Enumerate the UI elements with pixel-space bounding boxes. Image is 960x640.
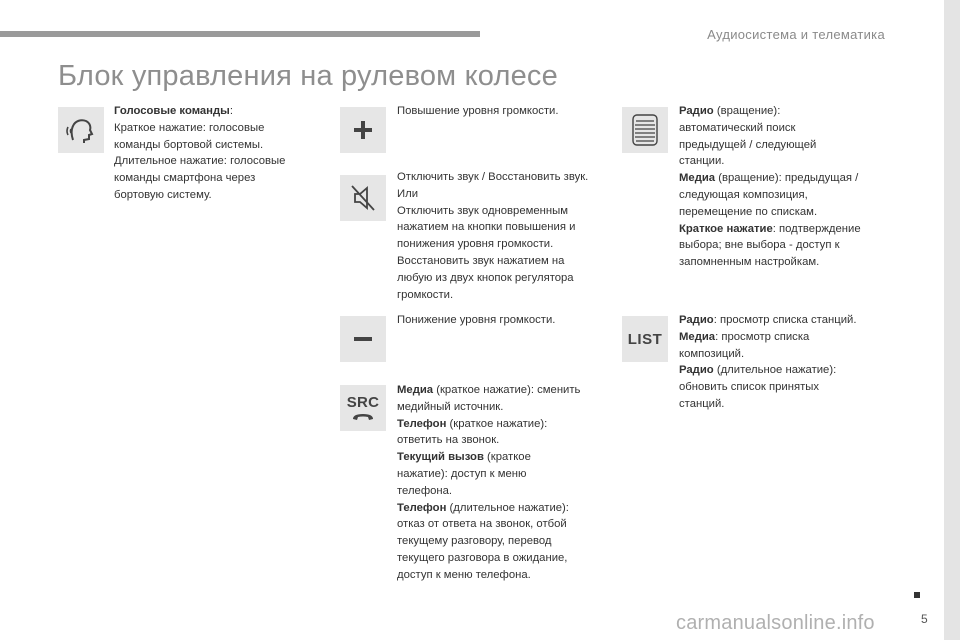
thumbwheel-icon xyxy=(630,113,660,147)
list-line: обновить список принятых xyxy=(679,381,820,394)
mute-icon xyxy=(346,181,380,215)
mute-line: Отключить звук одновременным xyxy=(397,204,569,217)
wheel-line: перемещение по спискам. xyxy=(679,205,818,218)
list-line: станций. xyxy=(679,397,725,410)
list-description xyxy=(679,312,899,413)
page-title: Блок управления на рулевом колесе xyxy=(58,60,558,92)
mute-line: Восстановить звук нажатием на xyxy=(397,254,565,267)
src-block-label: Телефон xyxy=(397,417,447,430)
mute-line: громкости. xyxy=(397,288,454,301)
wheel-line: : подтверждение xyxy=(772,222,861,235)
src-line: (длительное нажатие): xyxy=(446,501,569,514)
voice-command-description xyxy=(114,103,314,204)
wheel-line: следующая композиция, xyxy=(679,188,808,201)
voice-line: команды бортовой системы. xyxy=(114,138,264,151)
src-line: (краткое нажатие): сменить xyxy=(433,384,581,396)
wheel-line: автоматический поиск xyxy=(679,121,796,134)
voice-line: Краткое нажатие: голосовые xyxy=(114,121,265,134)
src-description xyxy=(397,382,612,584)
minus-icon xyxy=(352,328,374,350)
list-button-illustration xyxy=(622,316,668,362)
mute-line: понижения уровня громкости. xyxy=(397,238,554,251)
src-line: (краткое xyxy=(483,451,531,464)
page-number: 5 xyxy=(921,612,928,626)
mute-description xyxy=(397,169,612,303)
wheel-line: выбора; вне выбора - доступ к xyxy=(679,239,840,252)
volume-up-description xyxy=(397,103,607,120)
list-line: : просмотр списка xyxy=(715,330,810,343)
section-title: Аудиосистема и телематика xyxy=(707,27,885,42)
list-block-label: Радио xyxy=(679,364,714,377)
volume-down-button-illustration xyxy=(340,316,386,362)
volume-down-description xyxy=(397,312,607,329)
wheel-block-label: Медиа xyxy=(679,172,716,185)
src-line: телефона. xyxy=(397,484,453,497)
src-line: доступ к меню телефона. xyxy=(397,568,531,581)
src-line: (краткое нажатие): xyxy=(446,417,548,430)
src-block-label: Телефон xyxy=(397,501,447,514)
voice-command-button-illustration xyxy=(58,107,104,153)
list-line: : просмотр списка станций. xyxy=(713,314,857,326)
voice-line: команды смартфона через xyxy=(114,172,256,185)
list-label: LIST xyxy=(627,330,663,348)
voice-line: Длительное нажатие: голосовые xyxy=(114,155,286,168)
src-button-illustration xyxy=(340,385,386,431)
page-marker xyxy=(914,592,920,598)
list-line: композиций. xyxy=(679,347,745,360)
wheel-line: (вращение): xyxy=(713,105,781,117)
page-edge-strip xyxy=(944,0,960,640)
wheel-block-label: Радио xyxy=(679,105,714,117)
watermark: carmanualsonline.info xyxy=(676,612,875,634)
mute-line: Или xyxy=(397,187,419,200)
src-block-label: Медиа xyxy=(397,384,434,396)
volume-up-line: Повышение уровня громкости. xyxy=(397,105,559,117)
wheel-line: станции. xyxy=(679,155,725,168)
src-label: SRC xyxy=(346,393,380,411)
plus-icon xyxy=(352,119,374,141)
volume-down-line: Понижение уровня громкости. xyxy=(397,314,556,326)
mute-line: любую из двух кнопок регулятора xyxy=(397,271,574,284)
list-block-label: Медиа xyxy=(679,330,716,343)
voice-line: бортовую систему. xyxy=(114,188,212,201)
voice-label-tail: : xyxy=(229,105,233,117)
wheel-line: (вращение): предыдущая / xyxy=(715,172,859,185)
thumbwheel-description xyxy=(679,103,899,271)
wheel-line: запомненным настройкам. xyxy=(679,256,820,269)
src-line: ответить на звонок. xyxy=(397,434,500,447)
thumbwheel-illustration xyxy=(622,107,668,153)
volume-up-button-illustration xyxy=(340,107,386,153)
voice-label: Голосовые команды xyxy=(114,105,230,117)
src-line: текущему разговору, перевод xyxy=(397,535,552,548)
mute-button-illustration xyxy=(340,175,386,221)
src-line: отказ от ответа на звонок, отбой xyxy=(397,518,567,531)
src-line: нажатие): доступ к меню xyxy=(397,467,527,480)
src-line: текущего разговора в ожидание, xyxy=(397,551,568,564)
src-line: медийный источник. xyxy=(397,400,504,413)
src-block-label: Текущий вызов xyxy=(397,451,484,464)
list-line: (длительное нажатие): xyxy=(713,364,837,377)
wheel-block-label: Краткое нажатие xyxy=(679,222,773,235)
mute-line: нажатием на кнопки повышения и xyxy=(397,221,576,234)
phone-handset-icon xyxy=(351,411,375,423)
voice-command-icon xyxy=(63,112,99,148)
mute-line: Отключить звук / Восстановить звук. xyxy=(397,171,589,183)
wheel-line: предыдущей / следующей xyxy=(679,138,817,151)
list-block-label: Радио xyxy=(679,314,714,326)
header-bar xyxy=(0,31,480,37)
